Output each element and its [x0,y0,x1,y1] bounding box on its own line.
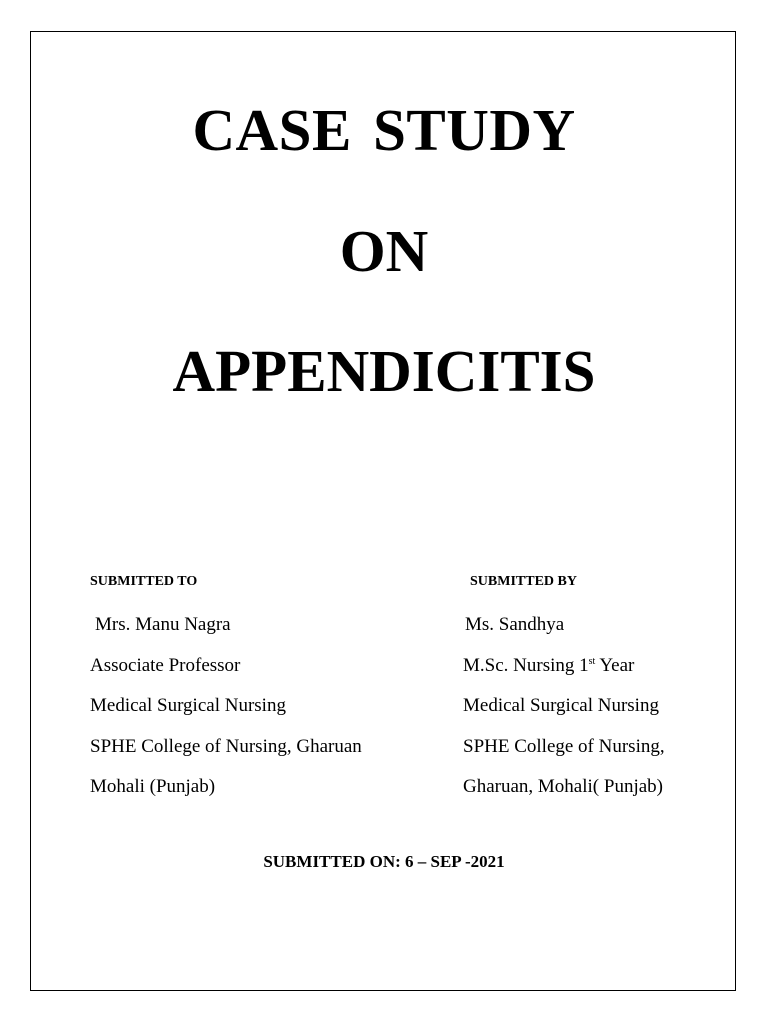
course-prefix: M.Sc. Nursing 1 [463,654,589,676]
submitted-by-location: Gharuan, Mohali( Punjab) [463,776,663,797]
submitted-on-date: SUBMITTED ON: 6 – SEP -2021 [263,852,505,871]
submitted-by-course [463,646,665,687]
page-border [30,31,736,991]
submitted-by-department: Medical Surgical Nursing [463,695,659,716]
course-end: Year [595,654,635,676]
submitted-to-college: SPHE College of Nursing, Gharuan [90,735,362,757]
submitted-to-designation: Associate Professor [90,654,241,676]
submitted-to-department: Medical Surgical Nursing [90,695,286,716]
submitted-to-block [90,572,362,808]
title-line-topic: APPENDICITIS [172,338,596,404]
submitted-to-location: Mohali (Punjab) [90,776,216,797]
submitted-by-block [463,572,665,808]
submitted-by-name: Ms. Sandhya [465,614,565,635]
submitted-to-heading: SUBMITTED TO [90,574,198,589]
title-line-on: ON [339,218,429,284]
course-ordinal-suffix: st [588,655,596,667]
submitted-by-college: SPHE College of Nursing, [463,735,665,757]
submitted-to-name: Mrs. Manu Nagra [95,614,231,635]
title-line-case-study: CASE STUDY [192,97,576,163]
submitted-by-heading: SUBMITTED BY [470,574,577,589]
